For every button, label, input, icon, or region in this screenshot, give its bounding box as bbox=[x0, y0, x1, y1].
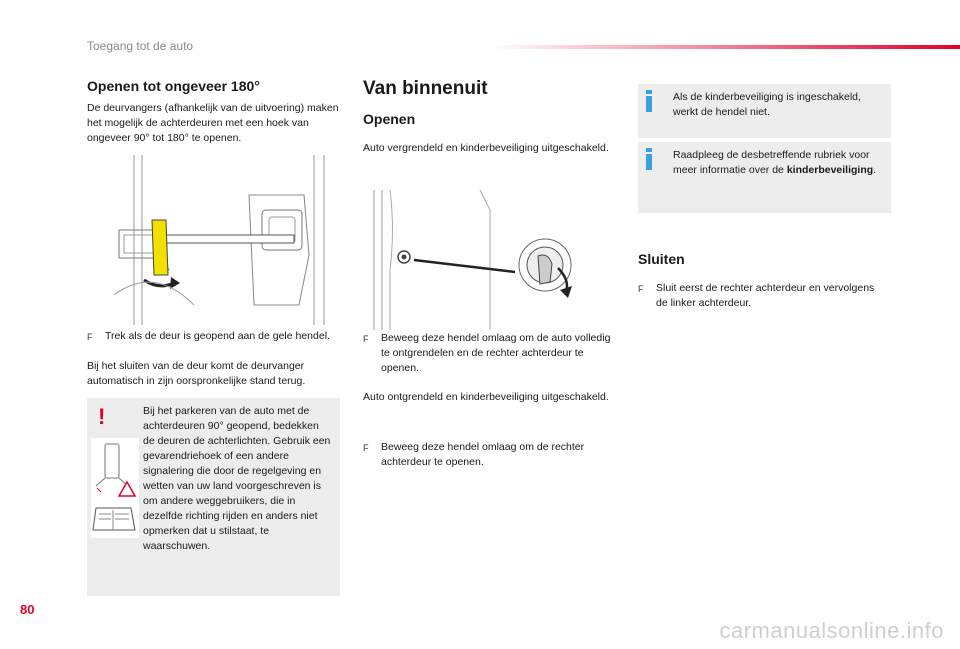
section-title: Toegang tot de auto bbox=[87, 39, 194, 53]
info-text: Als de kinderbeveiliging is ingeschakeld, werkt de hendel niet. bbox=[673, 91, 861, 118]
info-text-pre: Raadpleeg de desbetreffende rubriek voor meer informatie over de bbox=[673, 149, 870, 176]
warning-icon: ! bbox=[98, 404, 106, 429]
bullet-close-order bbox=[638, 281, 888, 311]
bullet-text: Trek als de deur is geopend aan de gele hendel. bbox=[105, 330, 330, 342]
bullet-lever-right-door bbox=[363, 440, 618, 470]
intro-text: De deurvangers (afhankelijk van de uitvoering) maken het mogelijk de achterdeuren met een hoek van ongeveer 90° tot 180° te openen. bbox=[87, 102, 339, 144]
header-accent-line bbox=[490, 45, 960, 49]
info-icon bbox=[644, 148, 654, 172]
info-text-post: . bbox=[873, 164, 877, 176]
watermark: carmanualsonline.info bbox=[719, 618, 944, 643]
info-box-see-section bbox=[638, 142, 891, 213]
heading-opening: Openen bbox=[363, 111, 416, 127]
child-lock-reference: kinderbeveiliging bbox=[786, 164, 874, 176]
page-number: 80 bbox=[20, 602, 35, 617]
bullet-text: Beweeg deze hendel omlaag om de auto volledig te ontgrendelen en de rechter achterdeur te openen. bbox=[381, 332, 611, 374]
door-check-illustration bbox=[114, 155, 334, 325]
info-icon bbox=[644, 90, 654, 114]
unlocked-state-text: Auto ontgrendeld en kinderbeveiliging uitgeschakeld. bbox=[363, 391, 609, 403]
locked-state-text: Auto vergrendeld en kinderbeveiliging uitgeschakeld. bbox=[363, 142, 609, 154]
bullet-text: Sluit eerst de rechter achterdeur en vervolgens de linker achterdeur. bbox=[656, 282, 875, 309]
info-text bbox=[673, 148, 883, 178]
bullet-marker: F bbox=[638, 284, 644, 294]
bullet-text: Beweeg deze hendel omlaag om de rechter achterdeur te openen. bbox=[381, 441, 585, 468]
parked-van-icon bbox=[91, 438, 139, 538]
warning-box bbox=[87, 398, 340, 596]
bullet-marker: F bbox=[363, 334, 369, 344]
bullet-marker: F bbox=[363, 443, 369, 453]
bullet-pull-lever bbox=[87, 329, 342, 345]
interior-lever-illustration bbox=[370, 190, 590, 330]
heading-open-180: Openen tot ongeveer 180° bbox=[87, 78, 260, 94]
closing-door-text: Bij het sluiten van de deur komt de deurvanger automatisch in zijn oorspronkelijke stand terug. bbox=[87, 360, 306, 387]
bullet-marker: F bbox=[87, 332, 93, 342]
warning-text: Bij het parkeren van de auto met de achterdeuren 90° geopend, bedekken de deuren de achterlichten. Gebruik een gevarendriehoek of een andere signalering die door de regelgeving en wetten van uw land voorgeschreven is om andere weggebruikers, die in dezelfde richting rijden en anders niet opmerken dat u stilstaat, te waarschuwen. bbox=[143, 405, 331, 552]
bullet-lever-full-unlock bbox=[363, 331, 618, 376]
heading-closing: Sluiten bbox=[638, 251, 685, 267]
info-box-child-lock bbox=[638, 84, 891, 138]
heading-from-inside: Van binnenuit bbox=[363, 78, 488, 99]
